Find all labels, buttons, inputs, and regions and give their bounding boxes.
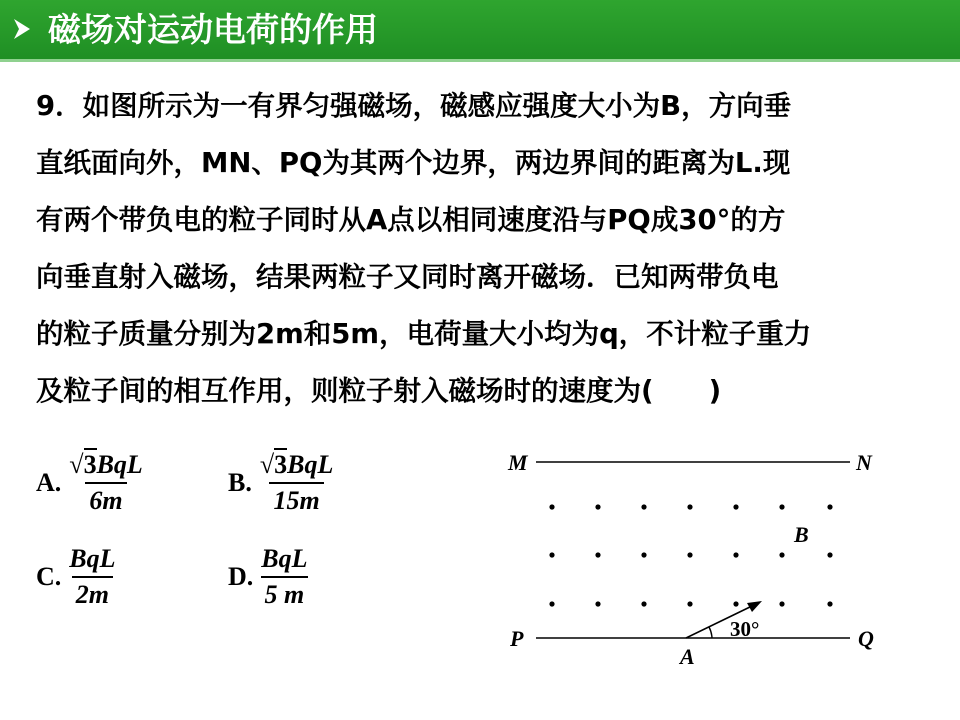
field-dot bbox=[549, 504, 554, 509]
option-letter: B. bbox=[228, 468, 252, 497]
fraction-numerator bbox=[65, 450, 147, 482]
option-letter: A. bbox=[36, 468, 62, 497]
field-dots bbox=[549, 504, 832, 606]
slide-title: 磁场对运动电荷的作用 bbox=[48, 10, 378, 49]
fraction-denominator: 15m bbox=[269, 482, 323, 516]
field-dot bbox=[595, 552, 600, 557]
field-dot bbox=[549, 601, 554, 606]
option-letter: C. bbox=[36, 562, 62, 591]
fraction-numerator bbox=[256, 450, 338, 482]
sqrt-symbol: √ bbox=[259, 450, 275, 479]
question-line: 有两个带负电的粒子同时从A点以相同速度沿与PQ成30°的方 bbox=[36, 204, 786, 236]
label-b: B bbox=[794, 522, 809, 547]
option-letter: D. bbox=[228, 562, 254, 591]
field-dot bbox=[549, 552, 554, 557]
field-dot bbox=[827, 504, 832, 509]
question-text bbox=[36, 78, 926, 420]
question-line: 及粒子间的相互作用，则粒子射入磁场时的速度为( ) bbox=[36, 375, 722, 407]
sqrt-argument: 3 bbox=[274, 450, 288, 479]
label-p: P bbox=[510, 626, 524, 651]
angle-label: 30° bbox=[730, 617, 760, 641]
velocity-arrowhead bbox=[747, 601, 762, 612]
fraction-denominator: 2m bbox=[72, 576, 113, 610]
fraction-numerator: BqL bbox=[261, 544, 308, 573]
numerator-rest: BqL bbox=[287, 450, 334, 479]
option-d[interactable] bbox=[228, 544, 312, 610]
label-a: A bbox=[680, 644, 695, 669]
question-line: 9．如图所示为一有界匀强磁场，磁感应强度大小为B，方向垂 bbox=[36, 90, 792, 122]
option-b[interactable] bbox=[228, 450, 337, 516]
fraction-denominator: 5 m bbox=[261, 576, 309, 610]
option-c[interactable] bbox=[36, 544, 120, 610]
field-dot bbox=[595, 504, 600, 509]
field-dot bbox=[687, 504, 692, 509]
sqrt-argument: 3 bbox=[83, 450, 97, 479]
field-dot bbox=[641, 552, 646, 557]
field-dot bbox=[733, 504, 738, 509]
question-line: 的粒子质量分别为2m和5m，电荷量大小均为q，不计粒子重力 bbox=[36, 318, 812, 350]
label-n: N bbox=[856, 450, 872, 475]
option-fraction bbox=[65, 450, 147, 516]
field-dot bbox=[779, 504, 784, 509]
field-dot bbox=[733, 552, 738, 557]
title-bar bbox=[0, 0, 960, 62]
field-dot bbox=[687, 552, 692, 557]
field-dot bbox=[827, 552, 832, 557]
field-dot bbox=[687, 601, 692, 606]
field-dot bbox=[641, 504, 646, 509]
label-q: Q bbox=[858, 626, 874, 651]
field-dot bbox=[641, 601, 646, 606]
field-dot bbox=[595, 601, 600, 606]
field-dot bbox=[779, 601, 784, 606]
question-line: 向垂直射入磁场，结果两粒子又同时离开磁场．已知两带负电 bbox=[36, 261, 779, 293]
question-line: 直纸面向外，MN、PQ为其两个边界，两边界间的距离为L.现 bbox=[36, 147, 791, 179]
label-m: M bbox=[508, 450, 528, 475]
option-fraction bbox=[257, 544, 311, 610]
option-a[interactable] bbox=[36, 450, 147, 516]
sqrt-symbol: √ bbox=[69, 450, 84, 479]
option-fraction bbox=[256, 450, 338, 516]
fraction-denominator: 6m bbox=[85, 482, 126, 516]
field-dot bbox=[779, 552, 784, 557]
field-dot bbox=[733, 601, 738, 606]
magnetic-field-diagram bbox=[500, 440, 900, 680]
arrow-bullet-icon bbox=[12, 17, 32, 41]
option-fraction bbox=[65, 544, 119, 610]
field-dot bbox=[827, 601, 832, 606]
numerator-rest: BqL bbox=[96, 450, 143, 479]
fraction-numerator: BqL bbox=[69, 544, 116, 573]
angle-arc bbox=[709, 627, 712, 638]
